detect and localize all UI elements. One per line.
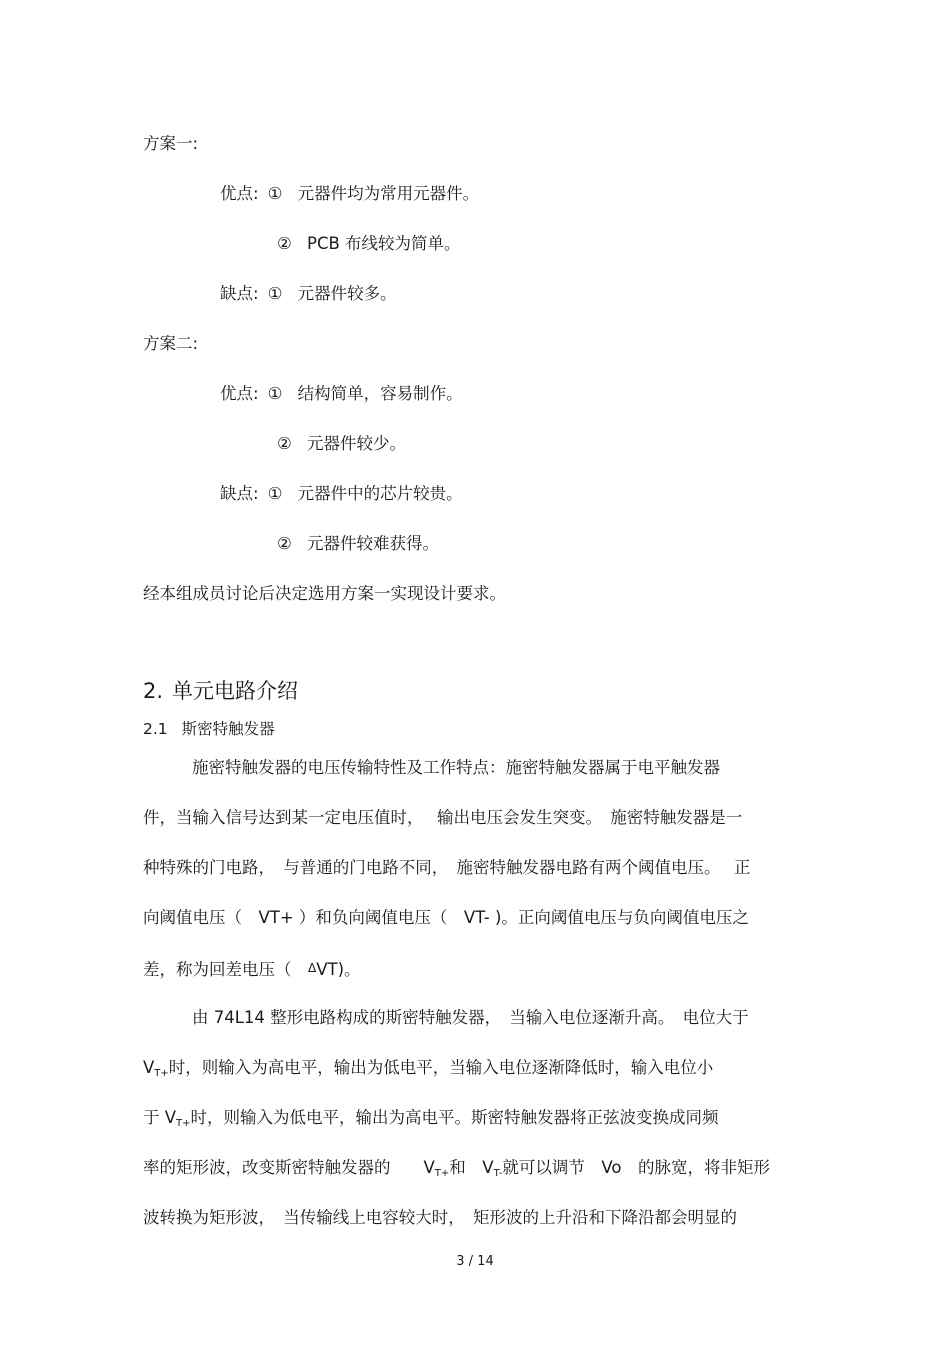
scheme2-pros-item-2 [277, 433, 406, 455]
subsection-number: 2.1 [143, 720, 168, 738]
item-text: 元器件中的芯片较贵。 [297, 484, 463, 503]
section-title: 单元电路介绍 [172, 679, 299, 703]
conclusion-text: 经本组成员讨论后决定选用方案一实现设计要求。 [143, 584, 506, 603]
scheme2-title: 方案二: [143, 334, 199, 353]
pros-label: 优点: [220, 384, 259, 403]
cons-label: 缺点: [220, 484, 259, 503]
item-number: ② [277, 534, 292, 553]
para2-line-3 [143, 1107, 719, 1135]
text-segment: 时，则输入为高电平，输出为低电平，当输入电位逐渐降低时，输入电位小 [168, 1058, 714, 1077]
subscript: T- [493, 1168, 503, 1179]
item-number: ② [277, 434, 292, 453]
text-segment: 就可以调节 Vo 的脉宽，将非矩形 [502, 1158, 771, 1177]
subscript: T+ [434, 1168, 450, 1179]
text-segment: 于 V [143, 1108, 177, 1127]
para2-line-5: 波转换为矩形波， 当传输线上电容较大时， 矩形波的上升沿和下降沿都会明显的 [143, 1208, 737, 1227]
para1-line-4: 向阈值电压（ VT+ ）和负向阈值电压（ VT- )。正向阈值电压与负向阈值电压之 [143, 908, 749, 927]
subscript: T+ [154, 1068, 169, 1079]
item-number: ① [267, 284, 283, 303]
page-number: 3 / 14 [456, 1254, 494, 1269]
item-number: ① [267, 384, 283, 403]
item-text: 元器件均为常用元器件。 [297, 184, 480, 203]
text-segment: 和 V [449, 1158, 494, 1177]
item-text: 结构简单，容易制作。 [297, 384, 463, 403]
scheme2-cons-item-2 [277, 533, 439, 555]
item-text: PCB 布线较为简单。 [307, 234, 461, 253]
text-segment: 差，称为回差电压（ [143, 960, 308, 979]
para1-line-3: 种特殊的门电路， 与普通的门电路不同， 施密特触发器电路有两个阈值电压。 正 [143, 858, 751, 877]
text-segment: VT)。 [316, 960, 361, 979]
subsection-title: 斯密特触发器 [181, 720, 275, 738]
cons-label: 缺点: [220, 284, 259, 303]
text-segment: 率的矩形波，改变斯密特触发器的 V [143, 1158, 435, 1177]
section-2-heading [143, 677, 298, 705]
scheme2-pros-item-1 [220, 383, 463, 405]
text-segment: 时，则输入为低电平，输出为高电平。斯密特触发器将正弦波变换成同频 [190, 1108, 719, 1127]
item-text: 元器件较少。 [307, 434, 406, 453]
item-text: 元器件较难获得。 [307, 534, 439, 553]
item-text: 元器件较多。 [297, 284, 397, 303]
subscript: T+ [176, 1118, 191, 1129]
scheme1-pros-item-1 [220, 183, 479, 205]
item-number: ② [277, 234, 292, 253]
item-number: ① [267, 184, 283, 203]
delta-symbol: Δ [308, 961, 317, 975]
text-segment: V [143, 1058, 155, 1077]
para1-line-2: 件，当输入信号达到某一定电压值时， 输出电压会发生突变。 施密特触发器是一 [143, 808, 743, 827]
scheme1-cons-item-1 [220, 283, 397, 305]
scheme1-title: 方案一: [143, 134, 199, 153]
section-2-1-heading [143, 718, 275, 740]
section-number: 2. [143, 679, 164, 703]
scheme2-cons-item-1 [220, 483, 463, 505]
para2-line-4 [143, 1157, 770, 1185]
para1-line-5 [143, 957, 361, 981]
scheme1-pros-item-2 [277, 233, 461, 255]
para1-line-1: 施密特触发器的电压传输特性及工作特点：施密特触发器属于电平触发器 [192, 758, 720, 777]
para2-line-1: 由 74L14 整形电路构成的斯密特触发器， 当输入电位逐渐升高。 电位大于 [192, 1008, 749, 1027]
pros-label: 优点: [220, 184, 259, 203]
para2-line-2 [143, 1057, 713, 1085]
item-number: ① [267, 484, 283, 503]
